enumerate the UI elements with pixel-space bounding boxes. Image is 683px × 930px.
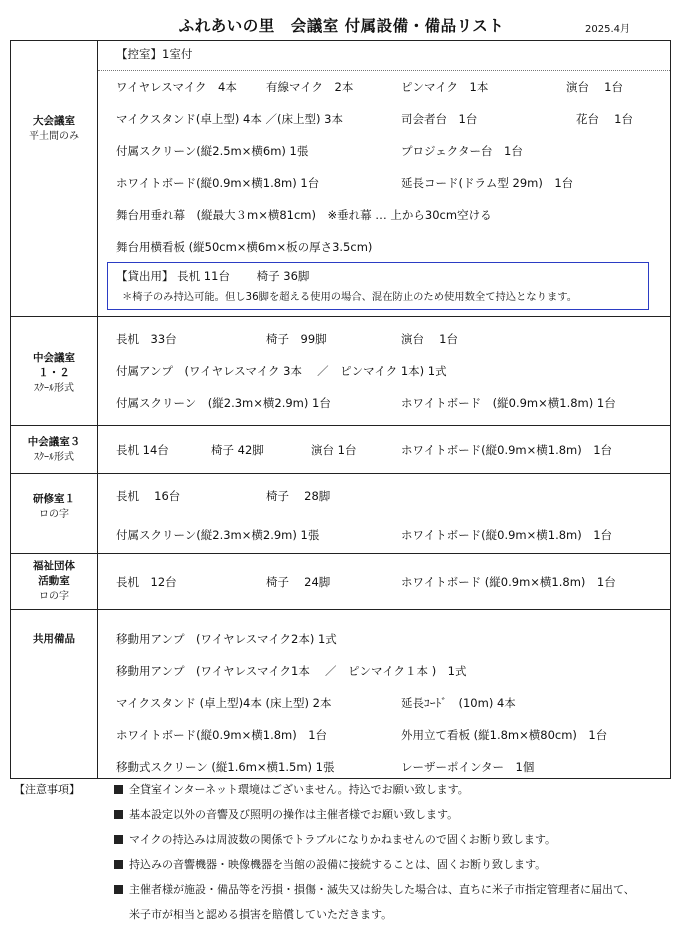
rental-items: 【貸出用】 長机 11台 椅子 36脚 — [116, 269, 310, 283]
equipment-item: 椅子 42脚 — [211, 442, 264, 457]
room-label — [11, 426, 98, 473]
note-item: 全貸室インターネット環境はございません。持込でお願い致します。 — [114, 781, 469, 797]
room-name: 共用備品 — [33, 633, 75, 645]
equipment-item: 付属スクリーン(縦2.3m×横2.9m) 1張 — [116, 528, 320, 542]
equipment-item: 延長ｺｰﾄﾞ (10m) 4本 — [401, 696, 516, 710]
room-name: 研修室１ — [33, 493, 75, 505]
room-label — [11, 610, 98, 778]
equipment-item: ホワイトボード(縦0.9m×横1.8m) 1台 — [116, 176, 320, 190]
room-label — [11, 41, 98, 316]
room-equipment — [98, 317, 670, 425]
shared-equipment — [98, 610, 670, 778]
equipment-item: 長机 33台 — [116, 332, 177, 346]
equipment-row — [98, 480, 670, 512]
equipment-row — [98, 231, 670, 263]
room-layout: ロの字 — [39, 509, 69, 520]
room-equipment — [98, 554, 670, 609]
equipment-item: 舞台用横看板 (縦50cm×横6m×板の厚さ3.5cm) — [116, 240, 373, 254]
equipment-item: 椅子 24脚 — [266, 574, 331, 589]
equipment-row — [98, 387, 670, 419]
equipment-item: ホワイトボード(縦0.9m×横1.8m) 1台 — [116, 728, 328, 742]
equipment-item: 長机 16台 — [116, 489, 181, 503]
equipment-item: プロジェクター台 1台 — [401, 144, 523, 158]
room-equipment — [98, 474, 670, 553]
equipment-row — [98, 103, 670, 135]
equipment-item: ホワイトボード (縦0.9m×横1.8m) 1台 — [401, 396, 616, 410]
equipment-item: ホワイトボード (縦0.9m×横1.8m) 1台 — [401, 574, 616, 589]
equipment-table — [10, 40, 671, 779]
equipment-item: 椅子 99脚 — [266, 332, 327, 346]
equipment-item: 延長コード(ドラム型 29m) 1台 — [401, 176, 574, 190]
room-label — [11, 317, 98, 425]
equipment-row — [98, 355, 670, 387]
equipment-row — [98, 554, 670, 609]
equipment-item: 移動用アンプ (ワイヤレスマイク1本 ／ ピンマイク１本 ) 1式 — [116, 664, 467, 678]
note-item: 持込みの音響機器・映像機器を当館の設備に接続することは、固くお断り致します。 — [114, 856, 546, 872]
equipment-row — [98, 426, 670, 473]
equipment-item: ピンマイク 1本 — [401, 80, 489, 94]
equipment-item: 外用立て看板 (縦1.8m×横80cm) 1台 — [401, 728, 608, 742]
section-kenshu-1 — [11, 473, 670, 553]
section-fukushi — [11, 553, 670, 609]
room-name: 中会議室３ — [27, 435, 81, 448]
equipment-row — [98, 135, 670, 167]
square-bullet-icon — [114, 860, 123, 869]
section-chukaigi-3 — [11, 425, 670, 473]
room-equipment — [98, 426, 670, 473]
equipment-row — [98, 687, 670, 719]
equipment-item: マイクスタンド(卓上型) 4本 ／(床上型) 3本 — [116, 112, 343, 126]
note-item: 主催者様が施設・備品等を汚損・損傷・滅失又は紛失した場合は、直ちに米子市指定管理者に届出て、 — [114, 881, 635, 897]
equipment-row — [98, 199, 670, 231]
equipment-row — [98, 751, 670, 783]
equipment-item: 花台 1台 — [576, 112, 633, 126]
section-chukaigi-1-2 — [11, 316, 670, 425]
equipment-item: ワイヤレスマイク 4本 — [116, 80, 237, 94]
room-equipment — [98, 41, 670, 316]
room-layout: ロの字 — [39, 591, 69, 602]
note-item-continued: 米子市が相当と認める損害を賠償していただきます。 — [129, 908, 393, 921]
rental-note: ＊椅子のみ持込可能。但し36脚を超える使用の場合、混在防止のため使用数全て持込となります。 — [122, 291, 578, 303]
equipment-item: ホワイトボード(縦0.9m×横1.8m) 1台 — [401, 528, 613, 542]
equipment-item: 長机 12台 — [116, 574, 177, 589]
room-label — [11, 554, 98, 609]
room-name: 中会議室 — [33, 352, 75, 364]
equipment-item: ホワイトボード(縦0.9m×横1.8m) 1台 — [401, 442, 613, 457]
note-item: マイクの持込みは周波数の関係でトラブルになりかねませんので固くお断り致します。 — [114, 831, 556, 847]
equipment-item: 付属アンプ (ワイヤレスマイク 3本 ／ ピンマイク 1本) 1式 — [116, 364, 447, 378]
document-date: 2025.4月 — [585, 24, 630, 35]
room-label — [11, 474, 98, 553]
equipment-item: レーザーポインター 1個 — [401, 760, 535, 774]
equipment-item: 演台 1台 — [311, 442, 357, 457]
equipment-item: 付属スクリーン (縦2.3m×横2.9m) 1台 — [116, 396, 331, 410]
equipment-item: 司会者台 1台 — [401, 112, 478, 126]
section-daikaigi — [11, 41, 670, 316]
room-layout: ｽｸｰﾙ形式 — [34, 451, 74, 463]
equipment-item: 椅子 28脚 — [266, 489, 331, 503]
equipment-row — [98, 519, 670, 551]
equipment-row — [98, 167, 670, 199]
room-name-line2: 活動室 — [38, 575, 70, 587]
square-bullet-icon — [114, 785, 123, 794]
equipment-row — [98, 623, 670, 655]
notes-heading: 【注意事項】 — [14, 783, 80, 796]
equipment-item: 有線マイク 2本 — [266, 80, 354, 94]
equipment-item: マイクスタンド (卓上型)4本 (床上型) 2本 — [116, 696, 332, 710]
equipment-item: 演台 1台 — [566, 80, 623, 94]
rental-box — [107, 262, 649, 310]
square-bullet-icon — [114, 810, 123, 819]
equipment-row — [98, 719, 670, 751]
room-name: 大会議室 — [33, 115, 75, 127]
equipment-item: 長机 14台 — [116, 442, 169, 457]
equipment-item: 舞台用垂れ幕 (縦最大３m×横81cm) ※垂れ幕 … 上から30cm空ける — [116, 208, 492, 222]
room-layout: 平土間のみ — [29, 131, 79, 142]
square-bullet-icon — [114, 835, 123, 844]
square-bullet-icon — [114, 885, 123, 894]
equipment-row — [98, 71, 670, 103]
equipment-row — [98, 655, 670, 687]
section-kyoyo — [11, 609, 670, 778]
equipment-item: 付属スクリーン(縦2.5m×横6m) 1張 — [116, 144, 309, 158]
room-number: １・２ — [38, 367, 70, 379]
page-title: ふれあいの里 会議室 付属設備・備品リスト — [178, 17, 505, 35]
equipment-item: 移動式スクリーン (縦1.6m×横1.5m) 1張 — [116, 760, 335, 774]
equipment-item: 演台 1台 — [401, 332, 458, 346]
room-layout: ｽｸｰﾙ形式 — [34, 383, 74, 394]
room-name: 福祉団体 — [33, 560, 75, 572]
anteroom-note: 【控室】1室付 — [116, 47, 193, 61]
equipment-item: 移動用アンプ (ワイヤレスマイク2本) 1式 — [116, 632, 337, 646]
note-item: 基本設定以外の音響及び照明の操作は主催者様でお願い致します。 — [114, 806, 458, 822]
equipment-row — [98, 323, 670, 355]
